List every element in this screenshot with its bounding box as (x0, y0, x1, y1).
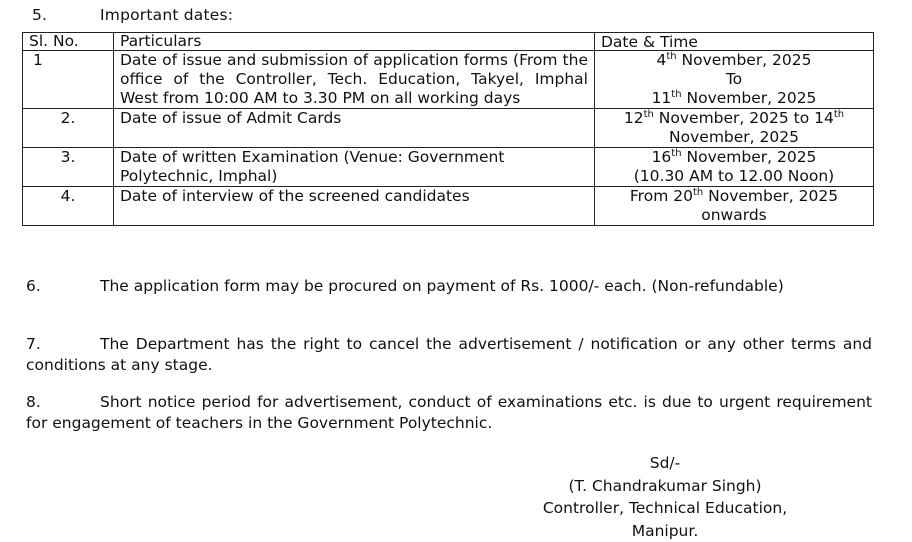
row-sl-no: 2. (23, 109, 114, 148)
paragraph-text: The application form may be procured on payment of Rs. 1000/- each. (Non-refundable) (100, 277, 784, 295)
date-suffix: th (643, 109, 654, 120)
table-row (23, 148, 874, 187)
paragraph-6 (26, 276, 872, 297)
row-particulars: Date of interview of the screened candidates (114, 187, 595, 226)
date-day: 16 (651, 148, 672, 166)
table-row (23, 187, 874, 226)
signature-sd: Sd/- (649, 454, 681, 472)
signatory-name: (T. Chandrakumar Singh) (568, 476, 762, 495)
date-line (601, 89, 867, 108)
date-suffix: th (833, 109, 845, 120)
row-particulars: Date of issue of Admit Cards (114, 109, 595, 148)
row-particulars: Date of written Examination (Venue: Government Polytechnic, Imphal) (114, 148, 595, 187)
date-day: 12 (623, 109, 644, 127)
date-line (601, 148, 867, 167)
signatory-place: Manipur. (631, 521, 699, 540)
signatory-designation: Controller, Technical Education, (542, 499, 788, 517)
paragraph-number: 6. (26, 277, 41, 295)
date-line: November, 2025 (669, 128, 799, 146)
section-title: Important dates: (100, 6, 234, 24)
date-suffix: th (671, 148, 682, 159)
paragraph-number: 8. (26, 393, 41, 411)
table-row (23, 51, 874, 109)
paragraph-8 (26, 392, 872, 434)
table-row (23, 109, 874, 148)
row-sl-no: 1 (23, 51, 114, 109)
date-line: To (725, 70, 743, 88)
paragraph-7 (26, 334, 872, 376)
header-particulars: Particulars (114, 33, 595, 51)
section-heading (32, 6, 233, 24)
signature-block (500, 452, 830, 542)
date-line (601, 187, 867, 206)
date-text: November, 2025 (681, 148, 817, 166)
date-day: From 20 (629, 187, 693, 205)
date-text: November, 2025 (676, 51, 812, 69)
date-line: (10.30 AM to 12.00 Noon) (633, 167, 835, 185)
row-sl-no: 4. (23, 187, 114, 226)
date-text: November, 2025 (703, 187, 839, 205)
row-sl-no: 3. (23, 148, 114, 187)
row-date (595, 187, 874, 226)
paragraph-number: 7. (26, 335, 41, 353)
row-particulars: Date of issue and submission of application forms (From the office of the Controller, Tech. Education, Takyel, Imphal West from 10:00 AM to 3.30 PM on all working days (114, 51, 595, 109)
date-day: 4 (656, 51, 667, 69)
date-suffix: th (671, 89, 682, 100)
date-line (601, 109, 867, 128)
date-day: 11 (651, 89, 672, 107)
paragraph-text: Short notice period for advertisement, conduct of examinations etc. is due to urgent requirement for engagement of teachers in the Government Polytechnic. (26, 393, 872, 432)
date-text: November, 2025 (681, 89, 817, 107)
row-date (595, 109, 874, 148)
header-sl-no: Sl. No. (23, 33, 114, 51)
row-date (595, 148, 874, 187)
date-suffix: th (666, 51, 677, 62)
date-line: onwards (701, 206, 767, 224)
row-date (595, 51, 874, 109)
date-suffix: th (692, 187, 704, 198)
date-text: November, 2025 to 14 (653, 109, 834, 127)
table-header-row (23, 33, 874, 51)
date-line (601, 51, 867, 70)
important-dates-table (22, 32, 874, 226)
paragraph-text: The Department has the right to cancel the advertisement / notification or any other terms and conditions at any stage. (26, 335, 872, 374)
header-date-time: Date & Time (595, 33, 874, 51)
section-number: 5. (32, 6, 48, 24)
